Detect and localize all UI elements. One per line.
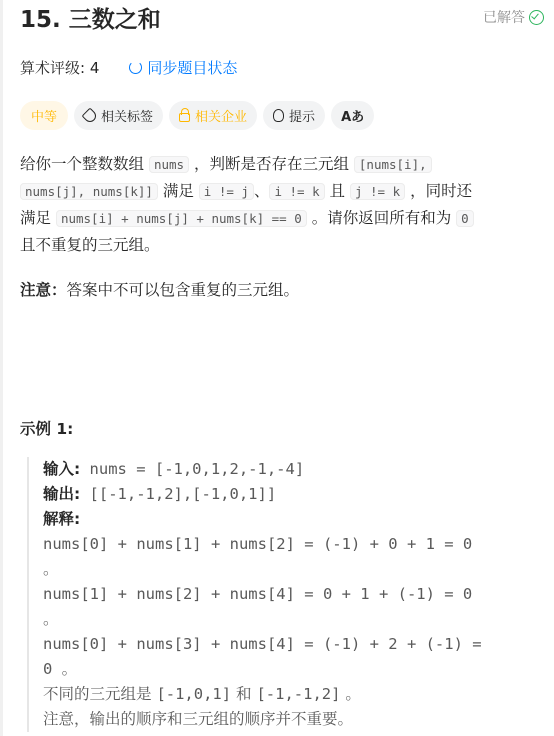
desc-text: ，同时还	[405, 182, 473, 200]
tag-bar	[20, 101, 374, 130]
inline-code: j != k	[350, 183, 405, 200]
problem-header	[20, 0, 544, 40]
output-label: 输出:	[43, 485, 81, 503]
note-paragraph	[20, 278, 299, 300]
check-circle-icon	[529, 10, 544, 25]
related-tags-button[interactable]	[74, 101, 163, 130]
rating-label: 算术评级: 4	[20, 59, 100, 77]
related-tags-label: 相关标签	[101, 110, 154, 125]
inline-code: nums	[149, 156, 189, 173]
left-divider	[0, 0, 3, 736]
desc-text: ，判断是否存在三元组	[189, 155, 354, 173]
note-label: 注意：	[20, 281, 67, 299]
explain-text: 不同的三元组是	[43, 685, 157, 703]
example-explain	[43, 507, 547, 532]
explain-line: 注意，输出的顺序和三元组的顺序并不重要。	[43, 710, 354, 728]
desc-text: 给你一个整数数组	[20, 155, 149, 173]
desc-text: 、	[253, 182, 270, 200]
desc-text: 满足	[20, 209, 56, 227]
related-companies-button[interactable]	[169, 101, 257, 130]
solved-label: 已解答	[483, 10, 525, 26]
explain-text: 和	[231, 685, 257, 703]
problem-meta	[20, 57, 237, 78]
explain-line: 0 。	[43, 660, 78, 678]
problem-title: 15. 三数之和	[20, 7, 161, 33]
example-title: 示例 1:	[20, 420, 74, 438]
sync-label: 同步题目状态	[147, 59, 238, 77]
solved-status	[483, 7, 544, 27]
explain-line: nums[1] + nums[2] + nums[4] = 0 + 1 + (-1) = 0	[43, 585, 473, 603]
explain-line: nums[0] + nums[3] + nums[4] = (-1) + 2 + (-1) =	[43, 635, 482, 653]
inline-code: nums[j], nums[k]]	[20, 183, 158, 200]
problem-description	[20, 151, 544, 258]
lock-icon	[179, 113, 190, 122]
explain-line: 。	[43, 560, 59, 578]
example-block	[27, 457, 547, 732]
hint-button[interactable]	[263, 101, 325, 130]
sync-status-button[interactable]	[129, 57, 237, 78]
explain-line	[43, 682, 547, 707]
input-value: nums = [-1,0,1,2,-1,-4]	[80, 460, 305, 478]
explain-text: 。	[340, 685, 361, 703]
translate-icon: Aあ	[341, 110, 365, 125]
inline-code: i != k	[269, 183, 324, 200]
triplet-code: [-1,-1,2]	[256, 685, 341, 703]
output-value: [[-1,-1,2],[-1,0,1]]	[80, 485, 277, 503]
inline-code: nums[i] + nums[j] + nums[k] == 0	[56, 210, 307, 227]
related-companies-label: 相关企业	[195, 110, 248, 125]
example-output	[43, 482, 547, 507]
explain-line: 。	[43, 610, 59, 628]
difficulty-label: 中等	[31, 110, 58, 125]
desc-text: 且	[324, 182, 350, 200]
desc-text: 。请你返回所有和为	[306, 209, 457, 227]
example-input	[43, 457, 547, 482]
inline-code: i != j	[199, 183, 254, 200]
difficulty-badge	[20, 101, 68, 130]
desc-text: 满足	[157, 182, 199, 200]
note-text: 答案中不可以包含重复的三元组。	[66, 281, 300, 299]
desc-text: 且不重复的三元组。	[20, 236, 160, 254]
translate-button[interactable]	[331, 101, 374, 130]
inline-code: 0	[456, 210, 474, 227]
explain-label: 解释:	[43, 510, 81, 528]
lightbulb-icon	[273, 109, 284, 122]
tag-icon	[82, 107, 99, 124]
hint-label: 提示	[289, 110, 316, 125]
inline-code: [nums[i],	[354, 156, 432, 173]
refresh-icon	[129, 61, 142, 74]
input-label: 输入:	[43, 460, 81, 478]
triplet-code: [-1,0,1]	[156, 685, 232, 703]
explain-line: nums[0] + nums[1] + nums[2] = (-1) + 0 + 1 = 0	[43, 535, 473, 553]
